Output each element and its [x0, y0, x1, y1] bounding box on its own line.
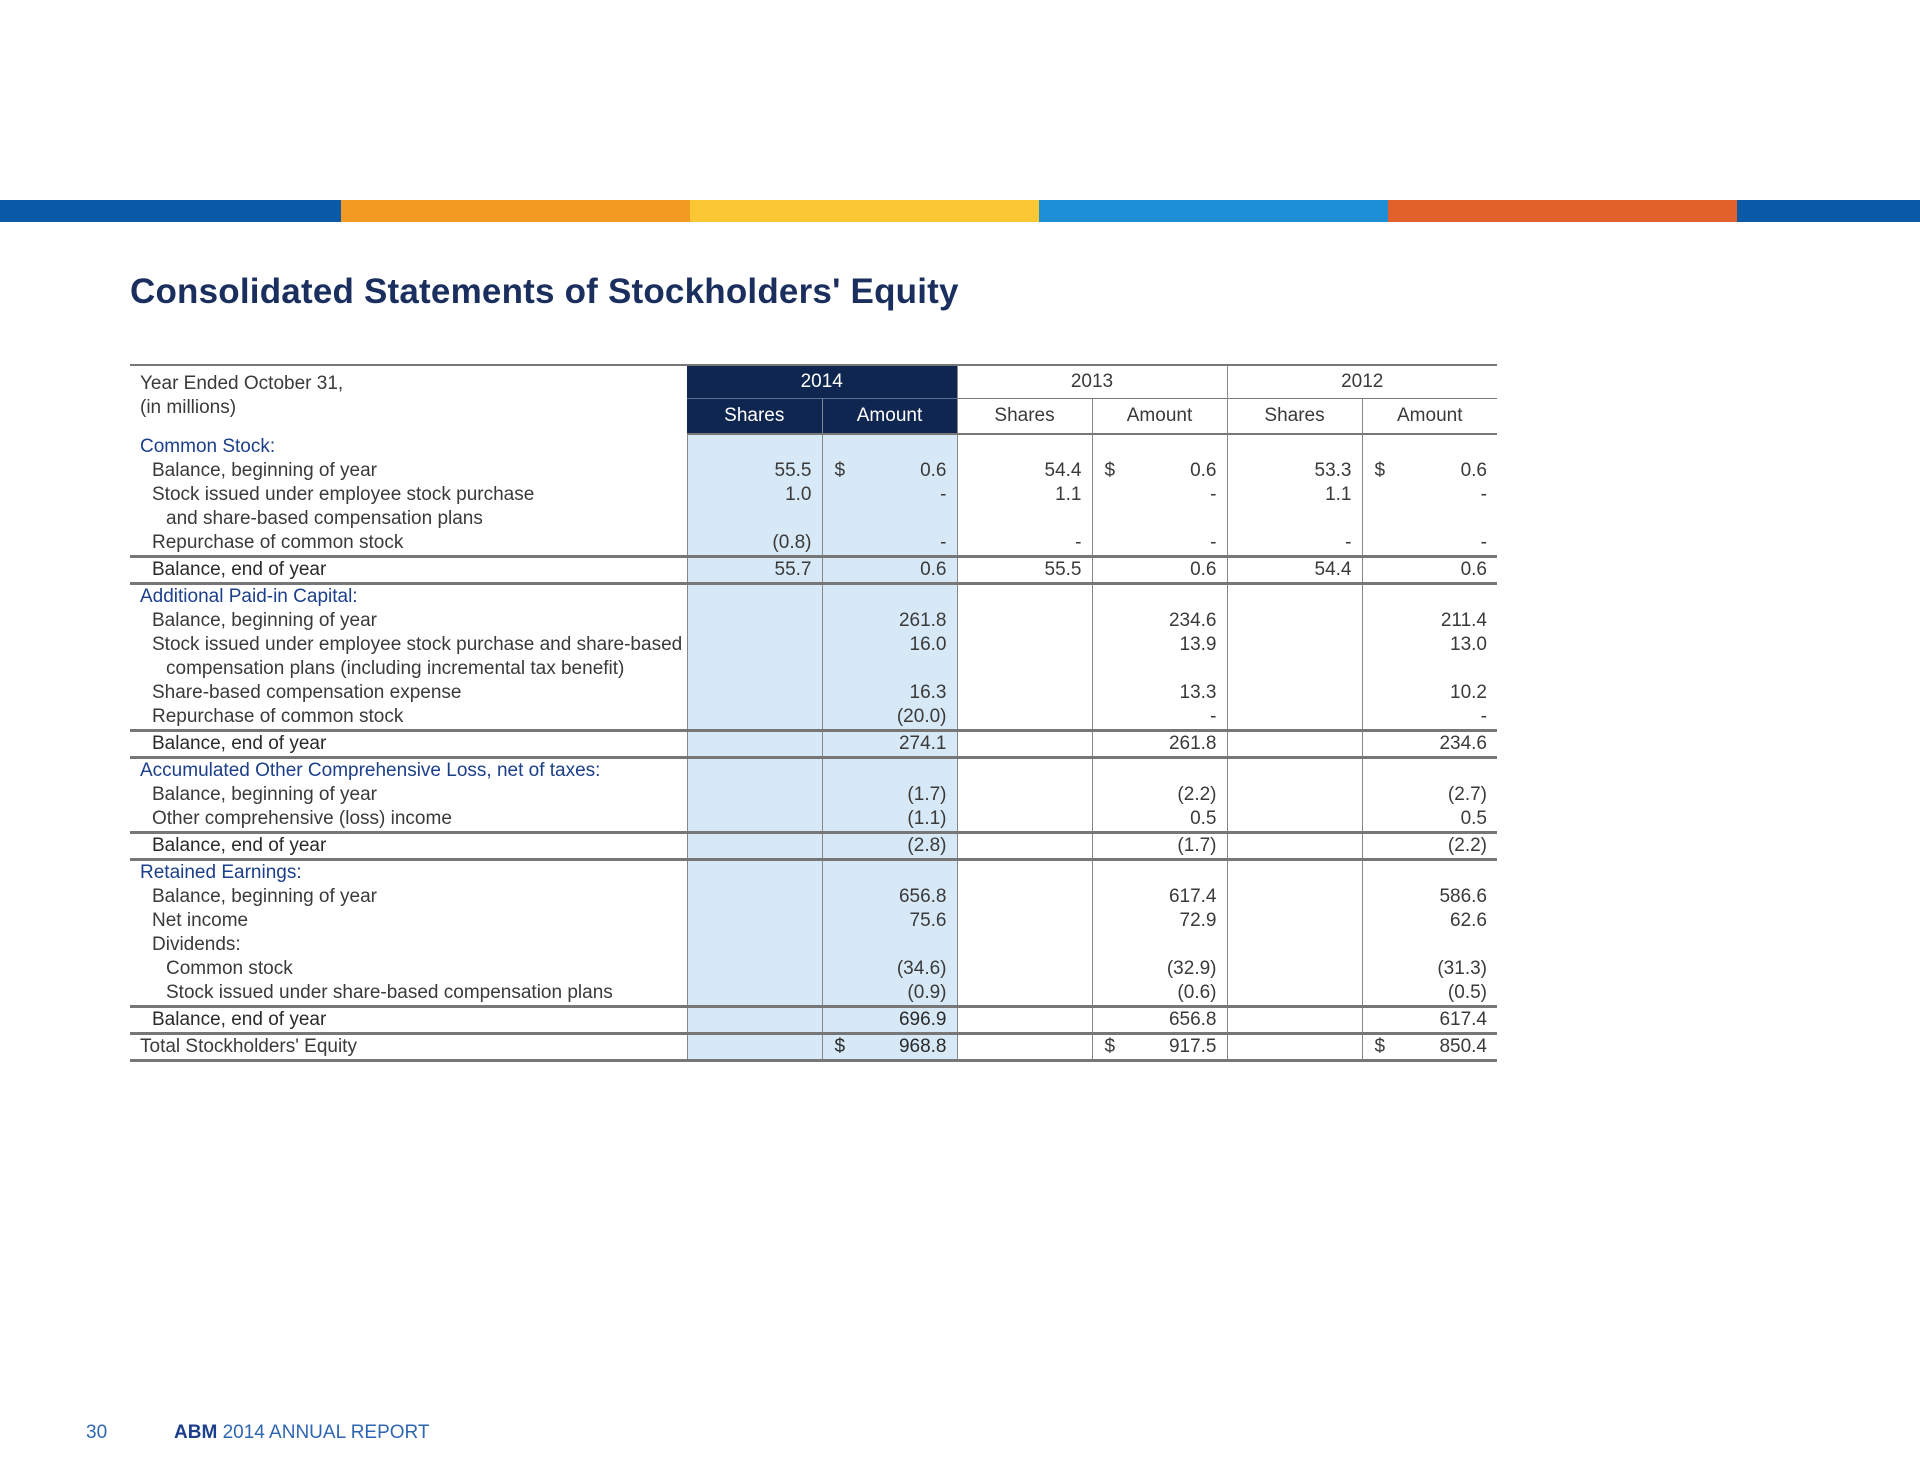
cell-value: 16.0: [822, 633, 957, 657]
dollar-sign: $: [1374, 460, 1386, 481]
row-label: Balance, end of year: [130, 731, 687, 758]
cell-value: 10.2: [1362, 681, 1497, 705]
cell-value: (2.2): [1362, 833, 1497, 860]
row-label: Net income: [152, 910, 249, 931]
color-bar-segment: [341, 200, 690, 222]
header-label-line2: (in millions): [140, 397, 237, 418]
row-label: Dividends:: [152, 934, 241, 955]
cell-value: -: [957, 531, 1092, 557]
cell-value: 696.9: [822, 1007, 957, 1034]
color-bar-segment: [0, 200, 341, 222]
table-row: [130, 705, 1497, 731]
cell-amount: 0.6: [1190, 460, 1217, 481]
cell-value: (2.2): [1092, 783, 1227, 807]
cell-value: 261.8: [822, 609, 957, 633]
section-title: Additional Paid-in Capital:: [140, 586, 358, 607]
report-title: 2014 ANNUAL REPORT: [222, 1422, 430, 1443]
cell-value: -: [1362, 531, 1497, 557]
cell-value: (32.9): [1092, 957, 1227, 981]
balance-row: [130, 833, 1497, 860]
header-year-row: [130, 365, 1497, 399]
year-header-2012: 2012: [1227, 365, 1497, 399]
header-label: [130, 365, 687, 434]
cell-value: (2.7): [1362, 783, 1497, 807]
table-row: [130, 885, 1497, 909]
table-row: [130, 981, 1497, 1007]
total-row: [130, 1034, 1497, 1061]
section-title: Retained Earnings:: [140, 862, 302, 883]
row-label: Common stock: [166, 958, 293, 979]
table-row: [130, 657, 1497, 681]
section-header-row: [130, 584, 1497, 610]
cell-value: -: [822, 531, 957, 557]
cell-value: 0.6: [1362, 557, 1497, 584]
table-row: [130, 783, 1497, 807]
row-label: Balance, beginning of year: [152, 886, 377, 907]
year-header-2013: 2013: [957, 365, 1227, 399]
cell-value: [1362, 459, 1497, 483]
cell-value: 274.1: [822, 731, 957, 758]
cell-value: -: [1092, 705, 1227, 731]
cell-value: 1.1: [1227, 483, 1362, 507]
cell-value: -: [1362, 483, 1497, 507]
row-label: Repurchase of common stock: [152, 532, 404, 553]
row-label: Balance, end of year: [130, 1007, 687, 1034]
cell-value: 16.3: [822, 681, 957, 705]
cell-value: 261.8: [1092, 731, 1227, 758]
cell-value: 0.6: [822, 557, 957, 584]
cell-value: 617.4: [1362, 1007, 1497, 1034]
balance-row: [130, 1007, 1497, 1034]
cell-value: 55.5: [687, 459, 822, 483]
cell-value: 617.4: [1092, 885, 1227, 909]
cell-value: (0.8): [687, 531, 822, 557]
cell-value: 0.5: [1092, 807, 1227, 833]
cell-value: (0.6): [1092, 981, 1227, 1007]
color-bar-segment: [690, 200, 1039, 222]
cell-value: 54.4: [957, 459, 1092, 483]
cell-amount: 0.6: [920, 460, 947, 481]
dollar-sign: $: [1374, 1036, 1386, 1057]
cell-value: (0.5): [1362, 981, 1497, 1007]
col-header-amount: Amount: [822, 399, 957, 435]
cell-value: 656.8: [822, 885, 957, 909]
section-header-row: [130, 860, 1497, 886]
section-header-row: [130, 434, 1497, 459]
row-label: Balance, end of year: [130, 833, 687, 860]
cell-value: 211.4: [1362, 609, 1497, 633]
section-title: Accumulated Other Comprehensive Loss, net of taxes:: [140, 760, 601, 781]
cell-value: [1092, 1034, 1227, 1061]
cell-value: 62.6: [1362, 909, 1497, 933]
cell-amount: 0.6: [1460, 460, 1487, 481]
cell-value: 656.8: [1092, 1007, 1227, 1034]
cell-value: (31.3): [1362, 957, 1497, 981]
cell-value: (1.7): [822, 783, 957, 807]
header-label-line1: Year Ended October 31,: [140, 373, 344, 394]
row-label: Balance, beginning of year: [152, 784, 377, 805]
col-header-shares: Shares: [687, 399, 822, 435]
balance-row: [130, 557, 1497, 584]
page-title: Consolidated Statements of Stockholders' Equity: [130, 272, 959, 311]
row-label: Stock issued under employee stock purchase: [152, 484, 535, 505]
color-bar-segment: [1737, 200, 1920, 222]
cell-value: [822, 1034, 957, 1061]
section-header-row: [130, 758, 1497, 784]
cell-value: 13.3: [1092, 681, 1227, 705]
row-label: Balance, end of year: [130, 557, 687, 584]
section-title: Common Stock:: [140, 435, 276, 457]
row-label: compensation plans (including incremental tax benefit): [166, 658, 625, 679]
row-label: Share-based compensation expense: [152, 682, 462, 703]
table-row: [130, 459, 1497, 483]
footer-brand: [174, 1422, 430, 1444]
cell-value: 586.6: [1362, 885, 1497, 909]
table-row: [130, 681, 1497, 705]
row-label: Repurchase of common stock: [152, 706, 404, 727]
cell-value: 234.6: [1362, 731, 1497, 758]
row-label: and share-based compensation plans: [166, 508, 483, 529]
dollar-sign: $: [834, 1036, 846, 1057]
balance-row: [130, 731, 1497, 758]
cell-value: 55.7: [687, 557, 822, 584]
dollar-sign: $: [1104, 460, 1116, 481]
cell-value: (2.8): [822, 833, 957, 860]
year-header-2014: 2014: [687, 365, 957, 399]
cell-value: 75.6: [822, 909, 957, 933]
row-label: Balance, beginning of year: [152, 460, 377, 481]
cell-value: 55.5: [957, 557, 1092, 584]
col-header-shares: Shares: [957, 399, 1092, 435]
cell-amount: 850.4: [1439, 1036, 1487, 1057]
cell-value: [1362, 1034, 1497, 1061]
cell-value: 54.4: [1227, 557, 1362, 584]
cell-value: 0.6: [1092, 557, 1227, 584]
equity-statement-table: [130, 364, 1497, 1062]
row-label: Balance, beginning of year: [152, 610, 377, 631]
cell-value: [1092, 459, 1227, 483]
col-header-amount: Amount: [1092, 399, 1227, 435]
cell-amount: 917.5: [1168, 1036, 1217, 1057]
table-row: [130, 807, 1497, 833]
cell-value: -: [1092, 531, 1227, 557]
table-row: [130, 633, 1497, 657]
cell-value: 234.6: [1092, 609, 1227, 633]
cell-value: (20.0): [822, 705, 957, 731]
dollar-sign: $: [1104, 1036, 1116, 1057]
table-row: [130, 531, 1497, 557]
color-bar-segment: [1039, 200, 1388, 222]
cell-value: 1.0: [687, 483, 822, 507]
row-label: Other comprehensive (loss) income: [152, 808, 452, 829]
cell-value: -: [1227, 531, 1362, 557]
cell-value: -: [822, 483, 957, 507]
cell-value: 13.0: [1362, 633, 1497, 657]
cell-value: (34.6): [822, 957, 957, 981]
header-color-bar: [0, 200, 1920, 222]
table-row: [130, 957, 1497, 981]
row-label: Stock issued under share-based compensation plans: [166, 982, 613, 1003]
cell-amount: 968.8: [898, 1036, 947, 1057]
cell-value: 72.9: [1092, 909, 1227, 933]
cell-value: (1.7): [1092, 833, 1227, 860]
cell-value: [822, 459, 957, 483]
col-header-shares: Shares: [1227, 399, 1362, 435]
cell-value: (1.1): [822, 807, 957, 833]
cell-value: (0.9): [822, 981, 957, 1007]
table-row: [130, 483, 1497, 507]
cell-value: 1.1: [957, 483, 1092, 507]
cell-value: -: [1092, 483, 1227, 507]
color-bar-segment: [1388, 200, 1737, 222]
total-label: Total Stockholders' Equity: [130, 1034, 687, 1061]
table-row: [130, 609, 1497, 633]
table-row: [130, 933, 1497, 957]
page-number: 30: [86, 1422, 108, 1443]
cell-value: 13.9: [1092, 633, 1227, 657]
brand-name: ABM: [174, 1422, 218, 1443]
cell-value: 0.5: [1362, 807, 1497, 833]
dollar-sign: $: [834, 460, 846, 481]
table-row: [130, 909, 1497, 933]
table-row: [130, 507, 1497, 531]
row-label: Stock issued under employee stock purchase and share-based: [152, 634, 683, 655]
cell-value: -: [1362, 705, 1497, 731]
col-header-amount: Amount: [1362, 399, 1497, 435]
cell-value: 53.3: [1227, 459, 1362, 483]
